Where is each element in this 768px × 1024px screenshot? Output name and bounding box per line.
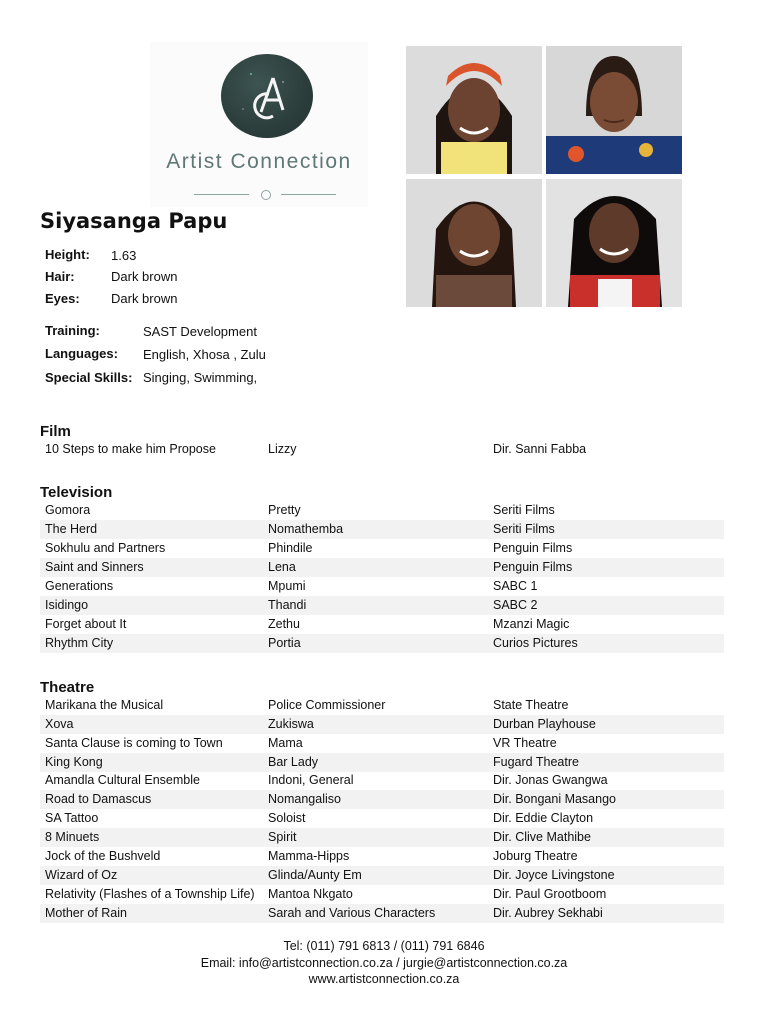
- headshot-photo: [406, 179, 542, 307]
- headshot-photo: [546, 179, 682, 307]
- hair-value: Dark brown: [111, 269, 178, 284]
- table-row: [40, 501, 724, 520]
- table-row: [40, 828, 724, 847]
- production-title: Jock of the Bushveld: [45, 849, 161, 863]
- company-director: Dir. Jonas Gwangwa: [493, 773, 608, 787]
- production-title: King Kong: [45, 755, 103, 769]
- table-row: [40, 715, 724, 734]
- company-director: Dir. Sanni Fabba: [493, 442, 587, 456]
- production-title: Generations: [45, 579, 114, 593]
- languages-value: English, Xhosa , Zulu: [143, 347, 266, 362]
- television-heading: Television: [40, 484, 113, 501]
- actor-name: Siyasanga Papu: [40, 209, 228, 233]
- theatre-heading: Theatre: [40, 679, 95, 696]
- table-row: [40, 520, 724, 539]
- footer-website: www.artistconnection.co.za: [308, 972, 460, 986]
- production-title: Saint and Sinners: [45, 560, 144, 574]
- company-director: SABC 1: [493, 579, 538, 593]
- company-director: VR Theatre: [493, 736, 557, 750]
- company-director: Joburg Theatre: [493, 849, 578, 863]
- table-row: [40, 753, 724, 772]
- table-row: [40, 734, 724, 753]
- company-director: Durban Playhouse: [493, 717, 596, 731]
- film-heading: Film: [40, 423, 71, 440]
- table-row: [40, 634, 724, 653]
- company-director: Seriti Films: [493, 522, 555, 536]
- company-director: SABC 2: [493, 598, 538, 612]
- role: Portia: [268, 636, 301, 650]
- role: Spirit: [268, 830, 297, 844]
- production-title: Gomora: [45, 503, 91, 517]
- production-title: 10 Steps to make him Propose: [45, 442, 216, 456]
- role: Soloist: [268, 811, 306, 825]
- table-row: [40, 577, 724, 596]
- table-row: [40, 539, 724, 558]
- table-row: [40, 771, 724, 790]
- skills-value: Singing, Swimming,: [143, 370, 258, 385]
- role: Glinda/Aunty Em: [268, 868, 362, 882]
- production-title: Relativity (Flashes of a Township Life): [45, 887, 255, 901]
- production-title: Rhythm City: [45, 636, 114, 650]
- role: Mama: [268, 736, 303, 750]
- table-row: [40, 596, 724, 615]
- company-director: Mzanzi Magic: [493, 617, 570, 631]
- footer-email: Email: info@artistconnection.co.za / jurgie@artistconnection.co.za: [200, 956, 568, 970]
- role: Nomangaliso: [268, 792, 341, 806]
- hair-label: Hair:: [45, 269, 75, 284]
- role: Zethu: [268, 617, 300, 631]
- company-director: Dir. Eddie Clayton: [493, 811, 594, 825]
- agency-logo: [150, 42, 368, 207]
- company-director: Seriti Films: [493, 503, 555, 517]
- role: Lizzy: [268, 442, 297, 456]
- table-row: [40, 558, 724, 577]
- production-title: Mother of Rain: [45, 906, 127, 920]
- height-value: 1.63: [111, 248, 137, 263]
- logo-divider-right: [281, 194, 336, 195]
- company-director: Fugard Theatre: [493, 755, 579, 769]
- company-director: Curios Pictures: [493, 636, 578, 650]
- role: Thandi: [268, 598, 307, 612]
- table-row: [40, 440, 724, 459]
- production-title: Santa Clause is coming to Town: [45, 736, 223, 750]
- company-director: Dir. Clive Mathibe: [493, 830, 591, 844]
- table-row: [40, 790, 724, 809]
- role: Police Commissioner: [268, 698, 386, 712]
- headshot-photo: [406, 46, 542, 174]
- logo-wordmark: Artist Connection: [166, 150, 352, 173]
- role: Nomathemba: [268, 522, 344, 536]
- production-title: The Herd: [45, 522, 98, 536]
- production-title: Marikana the Musical: [45, 698, 164, 712]
- company-director: Penguin Films: [493, 541, 573, 555]
- table-row: [40, 615, 724, 634]
- table-row: [40, 809, 724, 828]
- production-title: Isidingo: [45, 598, 89, 612]
- company-director: Dir. Paul Grootboom: [493, 887, 607, 901]
- role: Zukiswa: [268, 717, 314, 731]
- logo-divider-left: [194, 194, 249, 195]
- eyes-label: Eyes:: [45, 291, 80, 306]
- eyes-value: Dark brown: [111, 291, 178, 306]
- headshot-photo: [546, 46, 682, 174]
- table-row: [40, 866, 724, 885]
- training-label: Training:: [45, 323, 100, 338]
- logo-emblem: [221, 54, 313, 138]
- role: Mantoa Nkgato: [268, 887, 353, 901]
- production-title: SA Tattoo: [45, 811, 99, 825]
- role: Bar Lady: [268, 755, 319, 769]
- role: Mamma-Hipps: [268, 849, 350, 863]
- table-row: [40, 847, 724, 866]
- skills-label: Special Skills:: [45, 370, 133, 385]
- role: Lena: [268, 560, 296, 574]
- role: Phindile: [268, 541, 313, 555]
- training-value: SAST Development: [143, 324, 257, 339]
- table-row: [40, 904, 724, 923]
- role: Pretty: [268, 503, 301, 517]
- production-title: Xova: [45, 717, 74, 731]
- role: Indoni, General: [268, 773, 354, 787]
- role: Sarah and Various Characters: [268, 906, 436, 920]
- languages-label: Languages:: [45, 346, 118, 361]
- production-title: Sokhulu and Partners: [45, 541, 166, 555]
- footer-phone: Tel: (011) 791 6813 / (011) 791 6846: [283, 939, 485, 953]
- height-label: Height:: [45, 247, 90, 262]
- production-title: Amandla Cultural Ensemble: [45, 773, 200, 787]
- table-row: [40, 696, 724, 715]
- logo-divider-dot: [261, 190, 271, 200]
- table-row: [40, 885, 724, 904]
- company-director: Dir. Bongani Masango: [493, 792, 616, 806]
- company-director: State Theatre: [493, 698, 569, 712]
- company-director: Penguin Films: [493, 560, 573, 574]
- production-title: Road to Damascus: [45, 792, 152, 806]
- production-title: 8 Minuets: [45, 830, 100, 844]
- production-title: Wizard of Oz: [45, 868, 118, 882]
- production-title: Forget about It: [45, 617, 127, 631]
- role: Mpumi: [268, 579, 306, 593]
- company-director: Dir. Joyce Livingstone: [493, 868, 615, 882]
- company-director: Dir. Aubrey Sekhabi: [493, 906, 603, 920]
